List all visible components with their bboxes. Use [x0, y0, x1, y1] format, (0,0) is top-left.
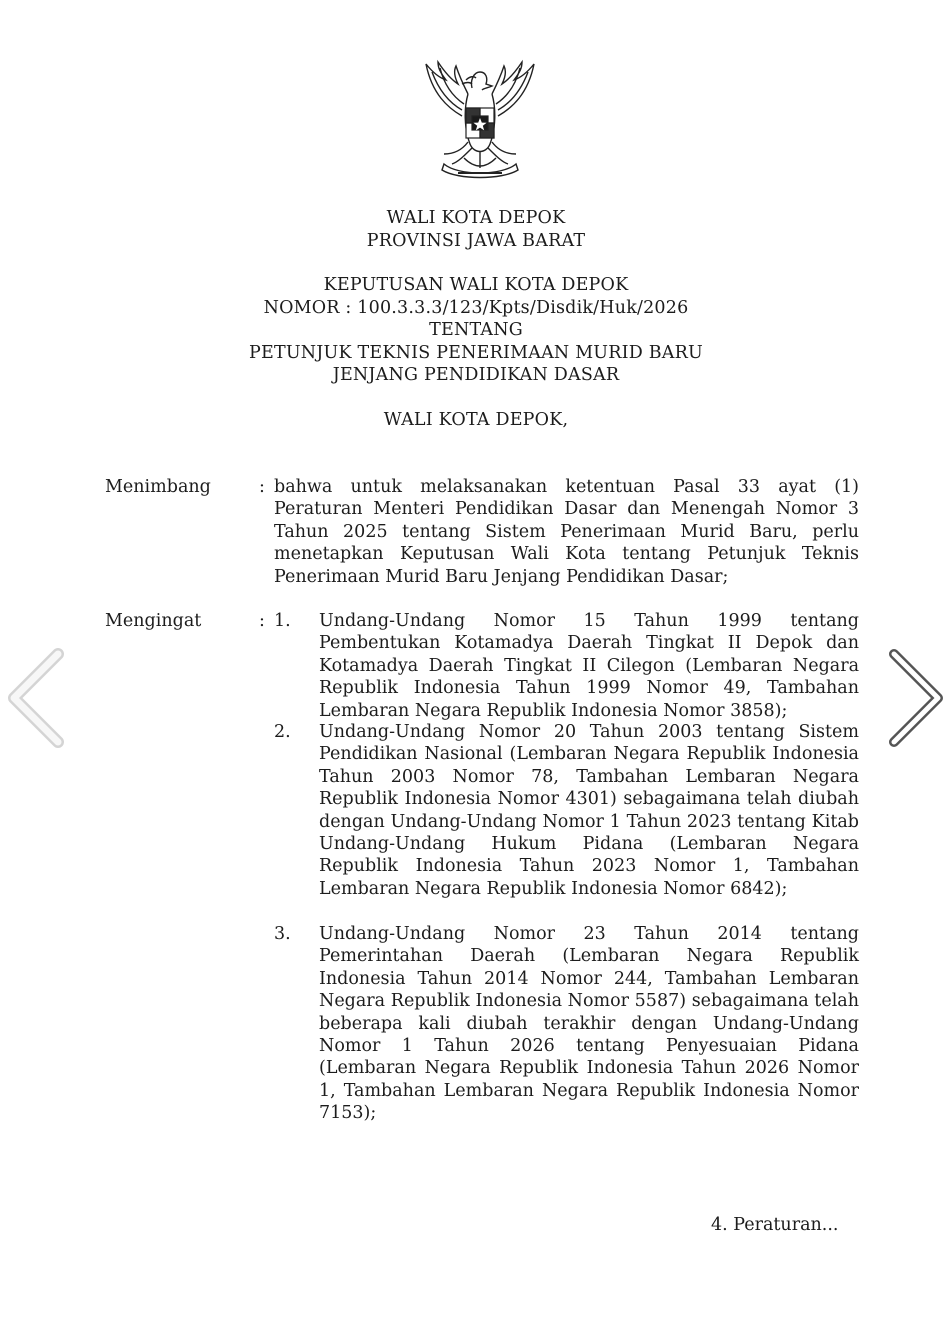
mengingat-item-text: Undang-Undang Nomor 15 Tahun 1999 tentang Pembentukan Kotamadya Daerah Tingkat II Depok dan Kotamadya Daerah Tingkat II Cilegon (Lembaran Negara Republik Indonesia Tahun 1999 Nomor 49, Tambahan Lembaran Negara Republik Indonesia Nomor 3858);: [319, 611, 859, 721]
decree-title: [0, 274, 952, 387]
mengingat-colon: :: [259, 611, 265, 631]
mengingat-item-number: 1.: [274, 611, 291, 631]
mengingat-label: Mengingat: [105, 611, 202, 631]
previous-page-button[interactable]: [4, 648, 66, 748]
chevron-left-icon: [4, 648, 66, 748]
chevron-right-icon: [886, 648, 948, 748]
institution-header: [0, 207, 952, 252]
issuer-text: WALI KOTA DEPOK,: [383, 410, 569, 430]
decree-subject-line2: JENJANG PENDIDIKAN DASAR: [332, 365, 620, 385]
menimbang-label: Menimbang: [105, 477, 211, 497]
menimbang-colon: :: [259, 477, 265, 497]
decree-type: KEPUTUSAN WALI KOTA DEPOK: [323, 275, 629, 295]
garuda-emblem-icon: [418, 58, 542, 184]
mengingat-item-text: Undang-Undang Nomor 23 Tahun 2014 tentang Pemerintahan Daerah (Lembaran Negara Republik Indonesia Tahun 2014 Nomor 244, Tambahan Lembaran Negara Republik Indonesia Nomor 5587) sebagaimana telah beberapa kali diubah terakhir dengan Undang-Undang Nomor 1 Tahun 2026 tentang Penyesuaian Pidana (Lembaran Negara Republik Indonesia Tahun 2026 Nomor 1, Tambahan Lembaran Negara Republik Indonesia Nomor 7153);: [319, 924, 859, 1124]
decree-subject-line1: PETUNJUK TEKNIS PENERIMAAN MURID BARU: [249, 342, 703, 363]
menimbang-text: bahwa untuk melaksanakan ketentuan Pasal 33 ayat (1) Peraturan Menteri Pendidikan Dasar dan Menengah Nomor 3 Tahun 2025 tentang Sistem Penerimaan Murid Baru, perlu menetapkan Keputusan Wali Kota tentang Petunjuk Teknis Penerimaan Murid Baru Jenjang Pendidikan Dasar;: [274, 477, 859, 587]
mengingat-item-text: Undang-Undang Nomor 20 Tahun 2003 tentang Sistem Pendidikan Nasional (Lembaran Negara Republik Indonesia Tahun 2003 Nomor 78, Tambahan Lembaran Negara Republik Indonesia Nomor 4301) sebagaimana telah diubah dengan Undang-Undang Nomor 1 Tahun 2023 tentang Kitab Undang-Undang Hukum Pidana (Lembaran Negara Republik Indonesia Tahun 2023 Nomor 1, Tambahan Lembaran Negara Republik Indonesia Nomor 6842);: [319, 722, 859, 899]
header-line-province: PROVINSI JAWA BARAT: [366, 230, 586, 251]
mengingat-item-number: 3.: [274, 924, 291, 944]
decree-number: NOMOR : 100.3.3.3/123/Kpts/Disdik/Huk/2026: [263, 297, 689, 318]
header-line-city: WALI KOTA DEPOK: [386, 208, 566, 228]
next-page-reference: 4. Peraturan...: [711, 1215, 839, 1235]
issuer-line: [0, 409, 952, 432]
mengingat-item-number: 2.: [274, 722, 291, 742]
next-page-button[interactable]: [886, 648, 948, 748]
decree-about: TENTANG: [429, 320, 523, 340]
